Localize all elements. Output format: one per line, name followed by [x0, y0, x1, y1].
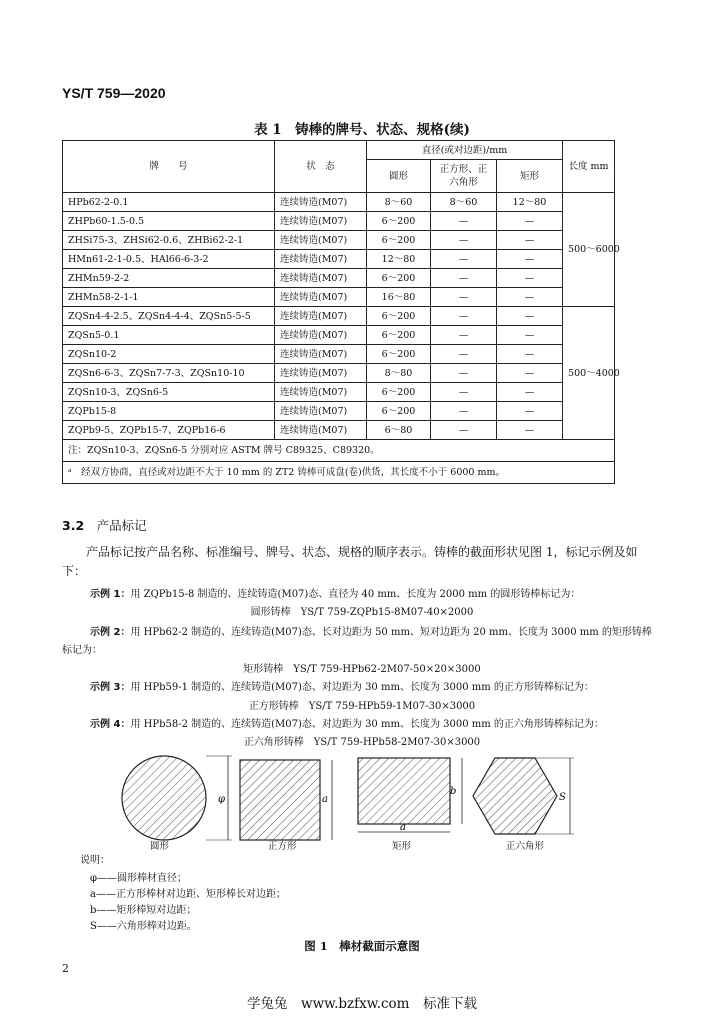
example-3-mark: 正方形铸棒 YS/T 759-HPb59-1M07-30×3000 — [248, 701, 476, 712]
table-row — [63, 383, 615, 402]
round-cell: 8～60 — [367, 193, 431, 212]
grade-cell: ZHPb60-1.5-0.5 — [63, 212, 275, 231]
rect-cell: — — [497, 288, 563, 307]
header-size-group: 直径(或对边距)/mm — [367, 141, 563, 160]
rect-cell: — — [497, 383, 563, 402]
square-cell: — — [431, 288, 497, 307]
state-cell: 连续铸造(M07) — [275, 307, 367, 326]
figure-caption: 图 1 棒材截面示意图 — [304, 939, 420, 953]
page-number: 2 — [62, 962, 69, 975]
section-number: 3.2 — [62, 518, 85, 533]
standard-number: YS/T 759—2020 — [62, 85, 166, 101]
grade-cell: ZQPb15-8 — [63, 402, 275, 421]
rect-cell: — — [497, 212, 563, 231]
square-cell: — — [431, 421, 497, 440]
state-cell: 连续铸造(M07) — [275, 402, 367, 421]
rect-cell: — — [497, 345, 563, 364]
rect-cell: — — [497, 326, 563, 345]
circle-section — [122, 756, 232, 840]
state-cell: 连续铸造(M07) — [275, 326, 367, 345]
footer-watermark: 学兔兔 www.bzfxw.com 标准下载 — [247, 996, 477, 1012]
square-cell: — — [431, 383, 497, 402]
table-row — [63, 307, 615, 326]
rect-cell: — — [497, 269, 563, 288]
round-cell: 6～200 — [367, 269, 431, 288]
table-row — [63, 364, 615, 383]
square-cell: — — [431, 269, 497, 288]
rect-cell: — — [497, 250, 563, 269]
round-cell: 6～200 — [367, 345, 431, 364]
grade-cell: ZQSn5-0.1 — [63, 326, 275, 345]
state-cell: 连续铸造(M07) — [275, 269, 367, 288]
grade-cell: ZQSn10-2 — [63, 345, 275, 364]
table-row — [63, 231, 615, 250]
example-3 — [90, 678, 594, 693]
grade-cell: HMn61-2-1-0.5、HAl66-6-3-2 — [63, 250, 275, 269]
example-1 — [90, 585, 580, 600]
round-cell: 6～80 — [367, 421, 431, 440]
state-cell: 连续铸造(M07) — [275, 212, 367, 231]
example-4-mark: 正六角形铸棒 YS/T 759-HPb58-2M07-30×3000 — [243, 737, 481, 748]
dim-a-rect: a — [400, 822, 406, 833]
rect-cell: — — [497, 421, 563, 440]
square-cell: — — [431, 250, 497, 269]
round-cell: 6～200 — [367, 326, 431, 345]
round-cell: 6～200 — [367, 402, 431, 421]
table-row — [63, 402, 615, 421]
square-cell: — — [431, 326, 497, 345]
table-row — [63, 269, 615, 288]
label-hex: 正六角形 — [506, 841, 545, 852]
table-row — [63, 193, 615, 212]
grade-cell: ZQSn6-6-3、ZQSn7-7-3、ZQSn10-10 — [63, 364, 275, 383]
example-label: 示例 1： — [90, 589, 131, 600]
rect-section — [358, 758, 462, 833]
example-text: 用 HPb62-2 制造的、连续铸造(M07)态、长对边距为 50 mm、短对边距为 20 mm、长度为 3000 mm 的矩形铸棒 — [130, 627, 652, 638]
length-cell: 500～6000 — [563, 193, 615, 307]
square-cell: — — [431, 364, 497, 383]
legend-item: S——六角形棒对边距。 — [90, 921, 197, 932]
state-cell: 连续铸造(M07) — [275, 364, 367, 383]
dim-b: b — [450, 786, 457, 797]
dim-s: S — [559, 792, 566, 803]
state-cell: 连续铸造(M07) — [275, 250, 367, 269]
table-row — [63, 326, 615, 345]
round-cell: 8～80 — [367, 364, 431, 383]
hex-section — [473, 758, 574, 834]
label-square: 正方形 — [268, 841, 297, 852]
table-note-2: ᵃ 经双方协商，直径或对边距不大于 10 mm 的 ZT2 铸棒可成盘(卷)供货，其长度不小于 6000 mm。 — [63, 462, 615, 484]
example-2 — [90, 623, 652, 638]
table-title: 表 1 铸棒的牌号、状态、规格(续) — [254, 122, 470, 138]
example-2-cont: 标记为： — [62, 645, 102, 656]
example-label: 示例 4： — [90, 719, 131, 730]
state-cell: 连续铸造(M07) — [275, 193, 367, 212]
header-length: 长度 mm — [563, 141, 615, 193]
grades-table — [62, 140, 620, 484]
legend-title: 说明： — [80, 855, 110, 866]
state-cell: 连续铸造(M07) — [275, 231, 367, 250]
round-cell: 16～80 — [367, 288, 431, 307]
header-square-hex: 正方形、正六角形 — [431, 160, 497, 193]
example-1-mark: 圆形铸棒 YS/T 759-ZQPb15-8M07-40×2000 — [250, 607, 474, 618]
grade-cell: ZHMn58-2-1-1 — [63, 288, 275, 307]
example-text: 用 HPb59-1 制造的、连续铸造(M07)态、对边距为 30 mm、长度为 3000 mm 的正方形铸棒标记为： — [130, 682, 594, 693]
table-row — [63, 421, 615, 440]
grade-cell: ZHMn59-2-2 — [63, 269, 275, 288]
example-4 — [90, 715, 604, 730]
round-cell: 6～200 — [367, 212, 431, 231]
square-cell: — — [431, 345, 497, 364]
rect-cell: — — [497, 364, 563, 383]
legend-item: a——正方形棒材对边距、矩形棒长对边距； — [90, 889, 286, 900]
grade-cell: ZQSn10-3、ZQSn6-5 — [63, 383, 275, 402]
rect-cell: — — [497, 307, 563, 326]
table-row — [63, 288, 615, 307]
rect-cell: — — [497, 402, 563, 421]
grade-cell: ZQSn4-4-2.5、ZQSn4-4-4、ZQSn5-5-5 — [63, 307, 275, 326]
square-cell: — — [431, 231, 497, 250]
header-state: 状 态 — [275, 141, 367, 193]
table-row — [63, 250, 615, 269]
round-cell: 6～200 — [367, 231, 431, 250]
legend-item: φ——圆形棒材直径； — [90, 873, 188, 884]
header-rect: 矩形 — [497, 160, 563, 193]
table-row — [63, 345, 615, 364]
header-round: 圆形 — [367, 160, 431, 193]
square-cell: 8～60 — [431, 193, 497, 212]
square-section — [240, 760, 332, 840]
square-cell: — — [431, 212, 497, 231]
legend-item: b——矩形棒短对边距； — [90, 905, 197, 916]
length-cell: 500～4000 — [563, 307, 615, 440]
table-note-1: 注：ZQSn10-3、ZQSn6-5 分别对应 ASTM 牌号 C89325、C89320。 — [63, 440, 615, 462]
round-cell: 6～200 — [367, 383, 431, 402]
section-heading — [62, 516, 147, 534]
state-cell: 连续铸造(M07) — [275, 345, 367, 364]
label-circle: 圆形 — [150, 841, 170, 852]
example-label: 示例 3： — [90, 682, 131, 693]
intro-paragraph: 产品标记按产品名称、标准编号、牌号、状态、规格的顺序表示。铸棒的截面形状见图 1，标记示例及如下： — [62, 545, 638, 578]
state-cell: 连续铸造(M07) — [275, 383, 367, 402]
section-title: 产品标记 — [96, 518, 147, 533]
example-label: 示例 2： — [90, 627, 131, 638]
grade-cell: ZHSi75-3、ZHSi62-0.6、ZHBi62-2-1 — [63, 231, 275, 250]
header-grade: 牌 号 — [63, 141, 275, 193]
table-row — [63, 212, 615, 231]
rect-cell: — — [497, 231, 563, 250]
grade-cell: HPb62-2-0.1 — [63, 193, 275, 212]
state-cell: 连续铸造(M07) — [275, 288, 367, 307]
dim-a: a — [322, 794, 328, 805]
example-2-mark: 矩形铸棒 YS/T 759-HPb62-2M07-50×20×3000 — [243, 664, 481, 675]
round-cell: 6～200 — [367, 307, 431, 326]
state-cell: 连续铸造(M07) — [275, 421, 367, 440]
grade-cell: ZQPb9-5、ZQPb15-7、ZQPb16-6 — [63, 421, 275, 440]
square-cell: — — [431, 307, 497, 326]
square-cell: — — [431, 402, 497, 421]
example-text: 用 HPb58-2 制造的、连续铸造(M07)态、对边距为 30 mm、长度为 3000 mm 的正六角形铸棒标记为： — [130, 719, 604, 730]
label-rect: 矩形 — [392, 841, 412, 852]
dim-phi: φ — [218, 794, 226, 805]
example-text: 用 ZQPb15-8 制造的、连续铸造(M07)态、直径为 40 mm、长度为 2000 mm 的圆形铸棒标记为： — [130, 589, 581, 600]
rect-cell: 12～80 — [497, 193, 563, 212]
round-cell: 12～80 — [367, 250, 431, 269]
